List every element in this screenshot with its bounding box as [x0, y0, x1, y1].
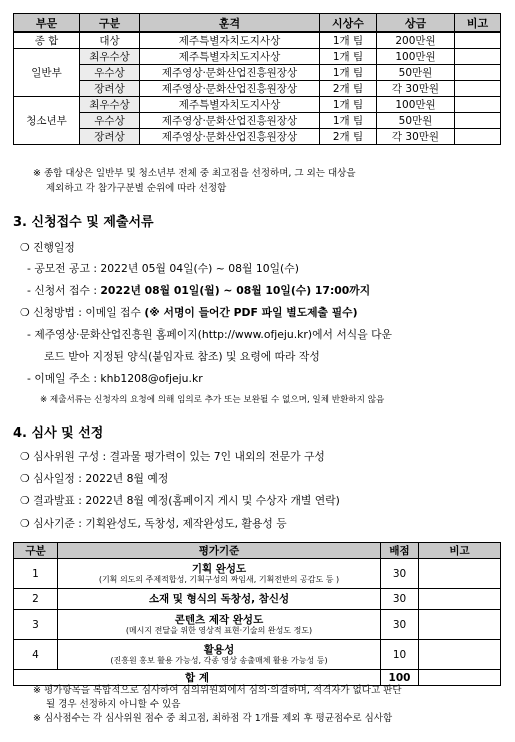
criteria-note1-line1: ※ 평가항목을 복합적으로 심사하여 심의위원회에서 심의·의결하며, 적격자가 없다고 판단 — [33, 685, 402, 696]
title-cell: 제주영상·문화산업진흥원장상 — [140, 65, 320, 81]
note-cell — [455, 49, 501, 65]
division-cell: 일반부 — [14, 49, 80, 97]
criteria-table — [13, 542, 501, 686]
category-cell: 최우수상 — [80, 49, 140, 65]
table-row — [14, 589, 501, 610]
header-note: 비고 — [455, 14, 501, 33]
title-cell: 제주영상·문화산업진흥원장상 — [140, 113, 320, 129]
header-prize: 상금 — [377, 14, 455, 33]
review-item-2: ❍ 심사일정 : 2022년 8월 예정 — [20, 472, 169, 485]
score-cell: 10 — [381, 640, 419, 670]
count-cell: 1개 팀 — [320, 32, 377, 49]
apply-period — [27, 283, 370, 298]
category-cell: 대상 — [80, 32, 140, 49]
note-cell — [455, 97, 501, 113]
criteria-cell — [58, 640, 381, 670]
table-row — [14, 81, 501, 97]
total-label: 합 계 — [14, 670, 381, 686]
table-row — [14, 559, 501, 589]
method-prefix: ❍ 신청방법 : 이메일 접수 — [20, 306, 145, 319]
prize-cell: 100만원 — [377, 49, 455, 65]
table-row — [14, 32, 501, 49]
apply-method — [20, 305, 358, 320]
no-cell: 4 — [14, 640, 58, 670]
awards-note-line1: ※ 종합 대상은 일반부 및 청소년부 전체 중 최고점을 선정하며, 그 외는 대상을 — [33, 168, 356, 179]
review-item-1: ❍ 심사위원 구성 : 결과물 평가력이 있는 7인 내외의 전문가 구성 — [20, 450, 325, 463]
title-cell: 제주영상·문화산업진흥원장상 — [140, 129, 320, 145]
count-cell: 1개 팀 — [320, 97, 377, 113]
header-no: 구분 — [14, 543, 58, 559]
title-cell: 제주영상·문화산업진흥원장상 — [140, 81, 320, 97]
prize-cell: 100만원 — [377, 97, 455, 113]
schedule-heading: ❍ 진행일정 — [20, 241, 75, 254]
no-cell: 2 — [14, 589, 58, 610]
header-criteria: 평가기준 — [58, 543, 381, 559]
table-row — [14, 49, 501, 65]
criteria-main: 콘텐츠 제작 완성도 — [174, 613, 264, 626]
criteria-cell — [58, 559, 381, 589]
criteria-main: 활용성 — [203, 643, 235, 656]
prize-cell: 50만원 — [377, 65, 455, 81]
division-cell: 청소년부 — [14, 97, 80, 145]
awards-table — [13, 13, 501, 145]
prize-cell: 각 30만원 — [377, 81, 455, 97]
section-3-title: 3. 신청접수 및 제출서류 — [13, 215, 154, 230]
prize-cell: 50만원 — [377, 113, 455, 129]
criteria-cell — [58, 610, 381, 640]
count-cell: 2개 팀 — [320, 129, 377, 145]
criteria-sub: (기획 의도의 주제적합성, 기획구성의 짜임새, 기획전반의 공감도 등 ) — [98, 574, 340, 584]
criteria-sub: (메시지 전달을 위한 영상적 표현·기술의 완성도 정도) — [125, 625, 313, 635]
note-cell — [455, 81, 501, 97]
apply-dates: 2022년 08월 01일(월) ~ 08월 10일(수) 17:00까지 — [100, 284, 371, 297]
criteria-header-row — [14, 543, 501, 559]
total-note — [419, 670, 501, 686]
title-cell: 제주특별자치도지사상 — [140, 32, 320, 49]
count-cell: 1개 팀 — [320, 49, 377, 65]
prize-cell: 각 30만원 — [377, 129, 455, 145]
note-cell — [455, 129, 501, 145]
announce-period: - 공모전 공고 : 2022년 05월 04일(수) ~ 08월 10일(수) — [27, 262, 299, 275]
header-note: 비고 — [419, 543, 501, 559]
criteria-main: 기획 완성도 — [191, 562, 247, 575]
email-note: ※ 제출서류는 신청자의 요청에 의해 임의로 추가 또는 보완될 수 없으며, 일체 반환하지 않음 — [40, 395, 385, 405]
division-cell: 종 합 — [14, 32, 80, 49]
apply-prefix: - 신청서 접수 : — [27, 284, 101, 297]
header-score: 배점 — [381, 543, 419, 559]
site-line2: 로드 받아 지정된 양식(붙임자료 참조) 및 요령에 따라 작성 — [44, 350, 320, 363]
awards-header-row — [14, 14, 501, 33]
category-cell: 최우수상 — [80, 97, 140, 113]
header-category: 구분 — [80, 14, 140, 33]
note-cell — [419, 559, 501, 589]
email-address: - 이메일 주소 : khb1208@ofjeju.kr — [27, 372, 203, 385]
note-cell — [419, 610, 501, 640]
header-count: 시상수 — [320, 14, 377, 33]
no-cell: 1 — [14, 559, 58, 589]
note-cell — [455, 113, 501, 129]
note-cell — [455, 32, 501, 49]
section-4-title: 4. 심사 및 선정 — [13, 426, 104, 441]
table-row — [14, 129, 501, 145]
category-cell: 우수상 — [80, 113, 140, 129]
score-cell: 30 — [381, 589, 419, 610]
count-cell: 2개 팀 — [320, 81, 377, 97]
table-row — [14, 65, 501, 81]
criteria-cell — [58, 589, 381, 610]
table-row — [14, 113, 501, 129]
score-cell: 30 — [381, 559, 419, 589]
table-row — [14, 640, 501, 670]
count-cell: 1개 팀 — [320, 65, 377, 81]
no-cell: 3 — [14, 610, 58, 640]
total-score: 100 — [381, 670, 419, 686]
count-cell: 1개 팀 — [320, 113, 377, 129]
note-cell — [419, 640, 501, 670]
awards-note-line2: 제외하고 각 참가구분별 순위에 따라 선정함 — [46, 183, 227, 194]
criteria-note2: ※ 심사점수는 각 심사위원 점수 중 최고점, 최하점 각 1개를 제외 후 평균점수로 심사함 — [33, 713, 393, 724]
prize-cell: 200만원 — [377, 32, 455, 49]
category-cell: 우수상 — [80, 65, 140, 81]
table-row — [14, 97, 501, 113]
title-cell: 제주특별자치도지사상 — [140, 49, 320, 65]
note-cell — [419, 589, 501, 610]
criteria-note1-line2: 될 경우 선정하지 아니할 수 있음 — [46, 699, 181, 710]
review-item-3: ❍ 결과발표 : 2022년 8월 예정(홈페이지 게시 및 수상자 개별 연락) — [20, 494, 340, 507]
category-cell: 장려상 — [80, 129, 140, 145]
header-division: 부문 — [14, 14, 80, 33]
criteria-sub: (진흥원 홍보 활용 가능성, 각종 영상 송출매체 활용 가능성 등) — [110, 655, 328, 665]
method-note: (※ 서명이 들어간 PDF 파일 별도제출 필수) — [144, 306, 358, 319]
header-title: 훈격 — [140, 14, 320, 33]
criteria-main: 소재 및 형식의 독창성, 참신성 — [148, 593, 290, 605]
table-row — [14, 610, 501, 640]
category-cell: 장려상 — [80, 81, 140, 97]
title-cell: 제주특별자치도지사상 — [140, 97, 320, 113]
note-cell — [455, 65, 501, 81]
site-line1: - 제주영상·문화산업진흥원 홈페이지(http://www.ofjeju.kr)에서 서식을 다운 — [27, 328, 392, 341]
review-item-4: ❍ 심사기준 : 기획완성도, 독창성, 제작완성도, 활용성 등 — [20, 517, 287, 530]
score-cell: 30 — [381, 610, 419, 640]
